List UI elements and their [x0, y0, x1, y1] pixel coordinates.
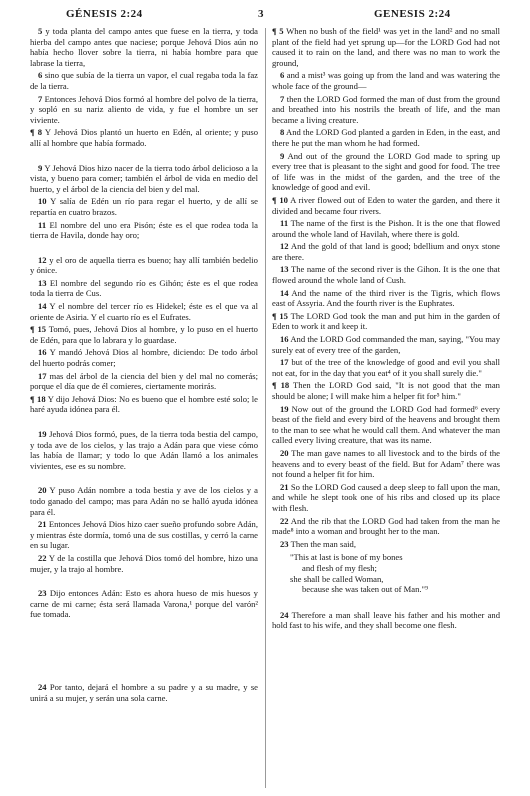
verse: 16 Y mandó Jehová Dios al hombre, diciendo: De todo árbol del huerto podrás comer; — [30, 347, 258, 369]
poem-line: she shall be called Woman, — [290, 573, 384, 584]
verse: 12 y el oro de aquella tierra es bueno; hay allí también bedelio y ónice. — [30, 254, 258, 276]
verse: 19 Jehová Dios formó, pues, de la tierra toda bestia del campo, y toda ave de los cielos, y las trajo a Adán para que viese cómo las había de llamar; y todo lo que Adán llamó a los animales vivientes, ese es su nombre. — [30, 429, 258, 471]
verse: ¶ 18 Y dijo Jehová Dios: No es bueno que el hombre esté solo; le haré ayuda idónea para él. — [30, 393, 258, 415]
verse: 17 mas del árbol de la ciencia del bien y del mal no comerás; porque el día que de él comieres, ciertamente morirás. — [30, 370, 258, 392]
verse: ¶ 15 Tomó, pues, Jehová Dios al hombre, y lo puso en el huerto de Edén, para que lo labrara y lo guardase. — [30, 324, 258, 345]
english-reference-header: GENESIS 2:24 — [374, 8, 451, 20]
spacer — [30, 473, 258, 485]
spacer — [30, 243, 258, 255]
verse: 5 y toda planta del campo antes que fuese en la tierra, y toda hierba del campo antes que naciese; porque Jehová Dios aún no había hecho llover sobre la tierra, ni había hombre para que labrase la tierra, — [30, 26, 258, 68]
spacer — [30, 576, 258, 588]
verse: 24 Therefore a man shall leave his father and his mother and hold fast to his wife, and they shall become one flesh. — [272, 609, 501, 631]
spanish-reference-header: GÉNESIS 2:24 — [66, 8, 143, 20]
verse: 13 El nombre del segundo río es Gihón; éste es el que rodea toda la tierra de Cus. — [30, 277, 258, 299]
verse: 10 Y salía de Edén un río para regar el huerto, y de allí se repartía en cuatro brazos. — [30, 196, 258, 217]
spacer — [272, 598, 500, 610]
spacer — [30, 622, 258, 682]
verse: ¶ 5 When no bush of the field¹ was yet in the land² and no small plant of the field had yet sprung up—for the LORD God had not caused it to rain on the land, and there was no man to work the ground, — [272, 26, 500, 68]
verse: 11 El nombre del uno era Pisón; éste es el que rodea toda la tierra de Havila, donde hay oro; — [30, 219, 258, 241]
verse: 6 sino que subía de la tierra un vapor, el cual regaba toda la faz de la tierra. — [30, 70, 258, 91]
verse: 7 Entonces Jehová Dios formó al hombre del polvo de la tierra, y sopló en su nariz aliento de vida, y fue el hombre un ser viviente. — [30, 93, 259, 125]
verse: 17 but of the tree of the knowledge of good and evil you shall not eat, for in the day that you eat⁴ of it you shall surely die." — [272, 357, 500, 378]
verse: 14 And the name of the third river is the Tigris, which flows east of Assyria. And the fourth river is the Euphrates. — [272, 287, 500, 309]
poem-line: "This at last is bone of my bones — [290, 552, 403, 563]
verse: 13 The name of the second river is the Gihon. It is the one that flowed around the whole land of Cush. — [272, 264, 500, 286]
verse: 11 The name of the first is the Pishon. It is the one that flowed around the whole land of Havilah, where there is gold. — [272, 218, 500, 239]
verse: ¶ 15 The LORD God took the man and put him in the garden of Eden to work it and keep it. — [272, 310, 501, 332]
verse: ¶ 8 Y Jehová Dios plantó un huerto en Edén, al oriente; y puso allí al hombre que había formado. — [30, 127, 258, 148]
verse: 9 Y Jehová Dios hizo nacer de la tierra todo árbol delicioso a la vista, y bueno para comer; también el árbol de vida en medio del huerto, y el árbol de la ciencia del bien y del mal. — [30, 162, 258, 194]
page-header — [0, 8, 530, 24]
verse: 24 Por tanto, dejará el hombre a su padre y a su madre, y se unirá a su mujer, y serán una sola carne. — [30, 681, 258, 703]
poem-block — [272, 552, 500, 594]
verse: 21 So the LORD God caused a deep sleep to fall upon the man, and while he slept took one of his ribs and closed up its place with flesh. — [272, 481, 500, 513]
verse: 16 And the LORD God commanded the man, saying, "You may surely eat of every tree of the garden, — [272, 334, 500, 355]
page-number: 3 — [258, 8, 264, 20]
spanish-column — [30, 26, 258, 705]
verse: 7 then the LORD God formed the man of dust from the ground and breathed into his nostrils the breath of life, and the man became a living creature. — [272, 93, 500, 125]
verse: 23 Dijo entonces Adán: Esto es ahora hueso de mis huesos y carne de mi carne; ésta será llamada Varona,¹ porque del varón² fue tomada. — [30, 588, 258, 620]
verse: 19 Now out of the ground the LORD God had formed⁶ every beast of the field and every bird of the heavens and brought them to the man to see what he would call them. And whatever the man called every living creature, that was its name. — [272, 403, 500, 446]
verse: 22 Y de la costilla que Jehová Dios tomó del hombre, hizo una mujer, y la trajo al hombre. — [30, 552, 258, 574]
verse: 20 The man gave names to all livestock and to the birds of the heavens and to every beast of the field. But for Adam⁷ there was not found a helper fit for him. — [272, 447, 500, 480]
verse: 23 Then the man said, — [280, 538, 356, 549]
verse: ¶ 10 A river flowed out of Eden to water the garden, and there it divided and became four rivers. — [272, 194, 500, 216]
poem-line: and flesh of my flesh; — [302, 562, 377, 573]
verse: 8 And the LORD God planted a garden in Eden, in the east, and there he put the man whom he had formed. — [272, 127, 500, 148]
verse: 6 and a mist³ was going up from the land and was watering the whole face of the ground— — [272, 70, 500, 91]
verse: ¶ 18 Then the LORD God said, "It is not good that the man should be alone; I will make him a helper fit for⁵ him." — [272, 380, 500, 401]
verse: 12 And the gold of that land is good; bdellium and onyx stone are there. — [272, 241, 500, 262]
spacer — [30, 151, 258, 163]
english-column — [272, 26, 500, 633]
poem-line: because she was taken out of Man."⁹ — [302, 584, 429, 595]
spacer — [30, 417, 258, 429]
verse: 20 Y puso Adán nombre a toda bestia y ave de los cielos y a todo ganado del campo; mas para Adán no se halló ayuda idónea para él. — [30, 485, 258, 517]
verse: 14 Y el nombre del tercer río es Hidekel; éste es el que va al oriente de Asiria. Y el cuarto río es el Eufrates. — [30, 301, 258, 322]
verse: 21 Entonces Jehová Dios hizo caer sueño profundo sobre Adán, y mientras éste dormía, tomó una de sus costillas, y cerró la carne en su lugar. — [30, 519, 258, 551]
verse: 22 And the rib that the LORD God had taken from the man he made⁸ into a woman and brought her to the man. — [272, 515, 500, 537]
column-divider — [265, 28, 266, 788]
verse: 9 And out of the ground the LORD God made to spring up every tree that is pleasant to the sight and good for food. The tree of life was in the midst of the garden, and the tree of the knowledge of good and evil. — [272, 150, 500, 193]
